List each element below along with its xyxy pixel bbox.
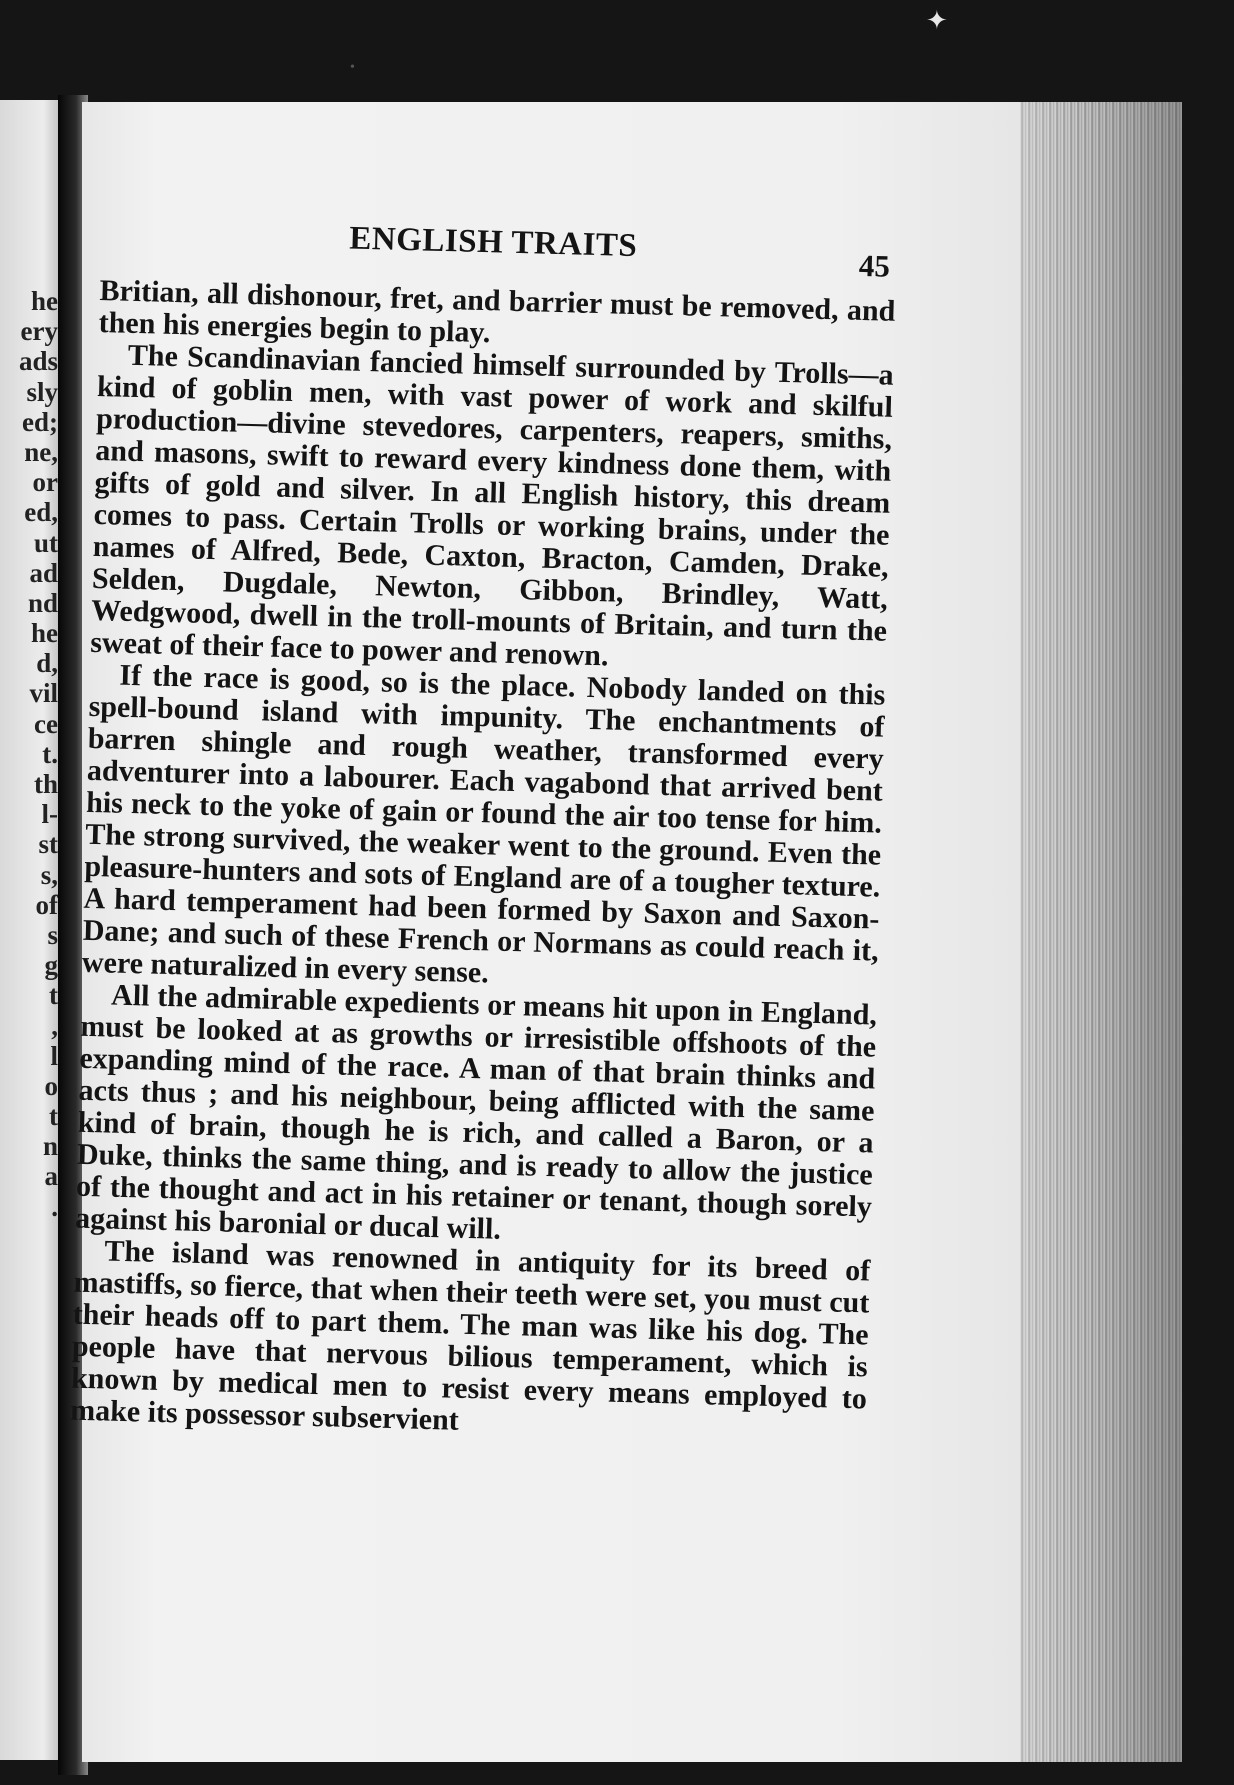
paragraph: All the admirable expedients or means hit upon in England, must be looked at as growths or irresistible offshoots of the expanding mind of the race. A man of that brain thinks and acts thus ; and his neighbour, being afflicted with the same kind of brain, though he is rich, and called a Baron, or a Duke, thinks the same thing, and is ready to allow the justice of the thought and act in his retainer or tenant, though sorely against his baronial or ducal will. <box>74 978 878 1246</box>
fragment-line: or <box>32 467 58 498</box>
fragment-line: of <box>35 889 58 920</box>
paragraph: Britian, all dishonour, fret, and barrier must be removed, and then his energies begin to play. <box>98 274 896 350</box>
paragraph: The island was renowned in antiquity for its breed of mastiffs, so fierce, that when their teeth were set, you must cut their heads off to part them. The man was like his dog. The people have that nervous bilious temperament, which is known by medical men to resist every means employed to make its possessor subservient <box>69 1234 871 1437</box>
fragment-line: ery <box>20 316 58 347</box>
page-number: 45 <box>858 247 891 284</box>
fragment-line: . <box>51 1191 58 1222</box>
fragment-line: ed, <box>24 497 58 528</box>
paragraph: If the race is good, so is the place. Nobody landed on this spell-bound island with impunity. The enchantments of barren shingle and rough weather, transformed every adventurer into a labourer. Each vagabond that arrived bent his neck to the yoke of gain or found the air too tense for him. The strong survived, the weaker went to the ground. Even the pleasure-hunters and sots of England are of a tougher texture. A hard temperament had been formed by Saxon and Saxon-Dane; and such of these French or Normans as could reach it, were naturalized in every sense. <box>81 658 886 990</box>
fragment-line: nd <box>27 587 58 618</box>
fragment-line: ce <box>34 708 58 739</box>
fragment-line: n <box>42 1131 58 1162</box>
scan-speck: • <box>350 60 355 75</box>
page-title: ENGLISH TRAITS <box>348 220 638 265</box>
fragment-line: g <box>44 950 58 981</box>
fragment-line: vil <box>29 678 58 709</box>
fragment-line: he <box>31 286 58 316</box>
scan-speck: ✦ <box>926 6 948 35</box>
fragment-line: , <box>51 1010 58 1041</box>
fragment-line: ed; <box>22 406 58 437</box>
fragment-line: o <box>44 1070 58 1101</box>
fragment-line: he <box>31 618 58 649</box>
fragment-line: s, <box>40 859 58 890</box>
fragment-line: ads <box>18 346 58 377</box>
fragment-line: th <box>33 769 58 799</box>
fragment-line: s <box>47 919 58 950</box>
fragment-line: st <box>38 829 58 860</box>
fore-edge-shading <box>1010 102 1182 1762</box>
fragment-line: ut <box>33 527 58 558</box>
fragment-line: l- <box>41 799 58 830</box>
fragment-line: a <box>44 1161 58 1192</box>
fragment-line: t. <box>42 738 58 769</box>
fragment-line: ad <box>29 557 58 588</box>
facing-page-text-fragments <box>0 286 58 1222</box>
fragment-line: t <box>49 1101 58 1132</box>
facing-page-edge <box>0 100 62 1760</box>
body-text <box>70 275 896 1447</box>
fragment-line: d, <box>36 648 58 679</box>
fragment-line: sly <box>26 376 58 407</box>
fragment-line: l <box>50 1040 58 1071</box>
fragment-line: ne, <box>24 436 58 467</box>
fragment-line: t <box>49 980 58 1011</box>
paragraph: The Scandinavian fancied himself surrounded by Trolls—a kind of goblin men, with vast power of work and skilful production—divine stevedores, carpenters, reapers, smiths, and masons, swift to reward every kindness done them, with gifts of gold and silver. In all English history, this dream comes to pass. Certain Trolls or working brains, under the names of Alfred, Bede, Caxton, Bracton, Camden, Drake, Selden, Dugdale, Newton, Gibbon, Brindley, Watt, Wedgwood, dwell in the troll-mounts of Britain, and turn the sweat of their face to power and renown. <box>89 338 895 673</box>
